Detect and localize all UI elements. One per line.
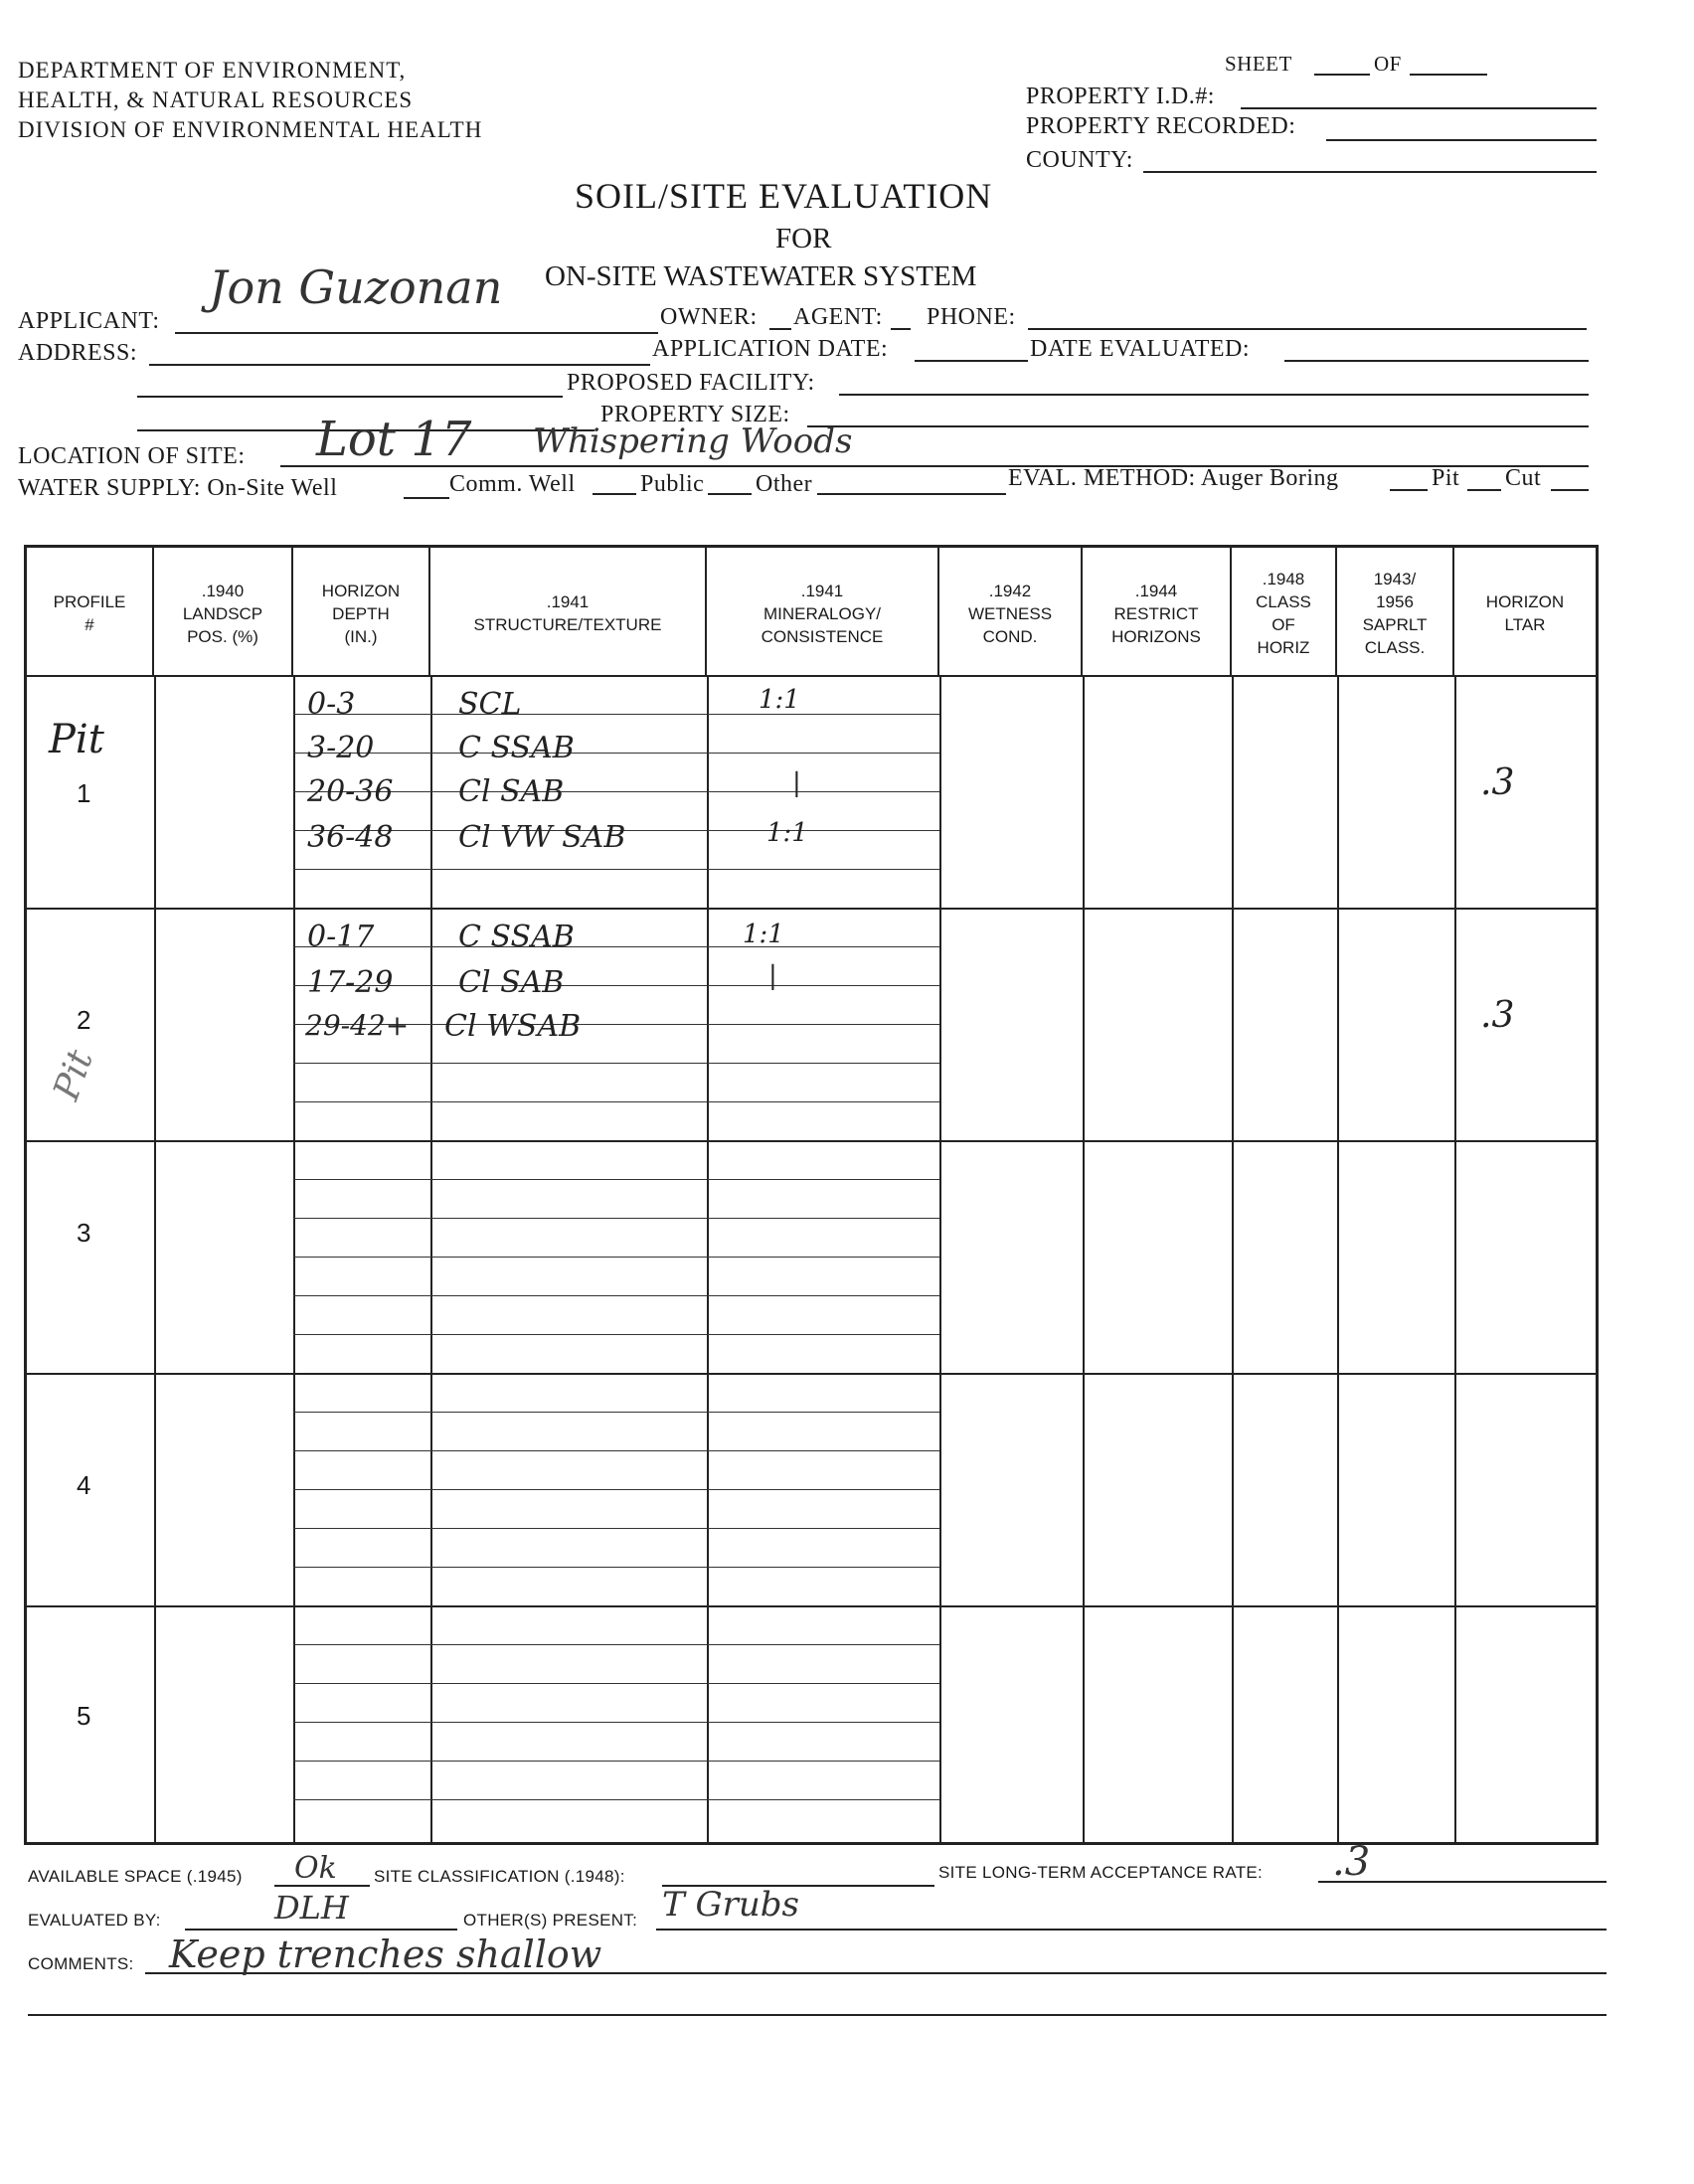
p1-mineralogy-1: 1:1 [759,685,800,715]
profile-number-2: 2 [77,1005,91,1035]
p1-depth-1: 0-3 [307,687,356,722]
profile-number-4: 4 [77,1470,91,1500]
site-classification-label: SITE CLASSIFICATION (.1948): [374,1867,625,1886]
horizon-row-rule [293,1179,939,1180]
p1-ltar: .3 [1480,762,1515,803]
column-divider [1454,675,1456,1842]
agent-label: AGENT: [793,304,883,330]
property-recorded-label: PROPERTY RECORDED: [1026,113,1296,139]
profile-separator [27,908,1596,910]
column-divider [154,675,156,1842]
header-landscape-position: .1940 LANDSCP POS. (%) [154,548,293,675]
header-saprolite-class: 1943/ 1956 SAPRLT CLASS. [1337,548,1454,675]
header-structure-texture: .1941 STRUCTURE/TEXTURE [430,548,707,675]
horizon-row-rule [293,1412,939,1413]
soil-profile-table [24,545,1599,1845]
p2-depth-2: 17-29 [307,965,394,1000]
eval-method-label: EVAL. METHOD: Auger Boring [1008,465,1339,491]
p2-texture-1: C SSAB [458,920,575,954]
location-lot-value: Lot 17 [316,412,472,467]
other-field[interactable] [817,493,1006,495]
horizon-row-rule [293,1295,939,1296]
phone-field[interactable] [1028,328,1587,330]
owner-label: OWNER: [660,304,758,330]
form-subtitle: ON-SITE WASTEWATER SYSTEM [545,260,977,292]
location-of-site-label: LOCATION OF SITE: [18,443,246,469]
column-divider [707,675,709,1842]
property-id-label: PROPERTY I.D.#: [1026,84,1215,109]
header-class-of-horizon: .1948 CLASS OF HORIZ [1232,548,1337,675]
public-label: Public [640,471,705,497]
horizon-row-rule [293,946,939,947]
county-field[interactable] [1143,171,1597,173]
horizon-row-rule [293,1218,939,1219]
comments-label: COMMENTS: [28,1954,134,1973]
profile-separator [27,1373,1596,1375]
owner-checkbox[interactable] [769,328,791,330]
p2-ltar: .3 [1480,995,1515,1036]
p2-mineralogy-2: | [768,961,777,991]
p2-texture-2: Cl SAB [458,965,565,1000]
on-site-well-field[interactable] [404,497,449,499]
address-field[interactable] [149,364,650,366]
horizon-row-rule [293,1101,939,1102]
evaluated-by-value: DLH [274,1889,349,1927]
horizon-row-rule [293,1528,939,1529]
p2-depth-3: 29-42+ [305,1009,410,1042]
horizon-row-rule [293,1761,939,1762]
property-id-field[interactable] [1241,107,1597,109]
horizon-row-rule [293,1257,939,1258]
horizon-row-rule [293,1450,939,1451]
pit-label: Pit [1432,465,1460,491]
column-divider [430,675,432,1842]
applicant-signature: Jon Guzonan [209,260,503,314]
horizon-row-rule [293,1334,939,1335]
county-label: COUNTY: [1026,147,1133,173]
header-horizon-depth: HORIZON DEPTH (IN.) [293,548,430,675]
horizon-row-rule [293,1063,939,1064]
location-subdivision-value: Whispering Woods [533,421,853,461]
horizon-row-rule [293,1722,939,1723]
division-line: DIVISION OF ENVIRONMENTAL HEALTH [18,117,483,142]
of-label: OF [1374,52,1402,76]
evaluated-by-field[interactable] [185,1929,457,1931]
application-date-label: APPLICATION DATE: [652,336,889,362]
p1-texture-2: C SSAB [458,731,575,765]
horizon-row-rule [293,714,939,715]
profile-number-1: 1 [77,778,91,808]
applicant-field[interactable] [175,332,658,334]
sheet-number-field[interactable] [1314,74,1370,76]
header-rule [27,675,1596,677]
header-horizon-ltar: HORIZON LTAR [1485,592,1565,634]
date-evaluated-field[interactable] [1284,360,1589,362]
date-evaluated-label: DATE EVALUATED: [1030,336,1251,362]
agent-checkbox[interactable] [891,328,911,330]
horizon-row-rule [293,869,939,870]
p1-depth-2: 3-20 [307,731,375,765]
profile-number-5: 5 [77,1701,91,1731]
address-label: ADDRESS: [18,340,138,366]
column-divider [293,675,295,1842]
public-field[interactable] [708,493,752,495]
p1-depth-3: 20-36 [307,774,394,809]
available-space-label: AVAILABLE SPACE (.1945) [28,1867,243,1886]
department-line-2: HEALTH, & NATURAL RESOURCES [18,87,414,112]
sheet-label: SHEET [1225,52,1292,76]
others-present-value: T Grubs [662,1885,800,1925]
p1-texture-1: SCL [458,687,522,722]
horizon-row-rule [293,1567,939,1568]
cut-field[interactable] [1551,489,1589,491]
horizon-row-rule [293,1489,939,1490]
water-supply-label: WATER SUPPLY: On-Site Well [18,475,338,501]
application-date-field[interactable] [915,360,1028,362]
available-space-value: Ok [294,1851,337,1886]
applicant-label: APPLICANT: [18,308,160,334]
horizon-row-rule [293,1644,939,1645]
profile-number-3: 3 [77,1218,91,1248]
header-profile: PROFILE # [27,548,154,675]
p1-depth-4: 36-48 [307,820,394,855]
form-title: SOIL/SITE EVALUATION [575,176,993,216]
property-recorded-field[interactable] [1326,139,1597,141]
location-of-site-field[interactable] [280,465,1589,467]
p1-mineralogy-4: 1:1 [766,818,808,848]
p1-texture-4: Cl VW SAB [458,820,626,855]
p1-texture-3: Cl SAB [458,774,565,809]
header-wetness-condition: .1942 WETNESS COND. [939,548,1083,675]
comments-value: Keep trenches shallow [169,1932,602,1976]
profile-separator [27,1605,1596,1607]
auger-boring-field[interactable] [1390,489,1428,491]
property-size-label: PROPERTY SIZE: [600,402,790,427]
others-present-field[interactable] [656,1929,1607,1931]
pit-field[interactable] [1467,489,1501,491]
profile-2-note: Pit [46,1044,101,1106]
column-divider [1232,675,1234,1842]
p2-depth-1: 0-17 [307,920,375,954]
address-field-line-2[interactable] [137,396,563,398]
sheet-total-field[interactable] [1410,74,1487,76]
proposed-facility-field[interactable] [839,394,1589,396]
comm-well-label: Comm. Well [449,471,576,497]
p2-texture-3: Cl WSAB [444,1009,582,1044]
comments-field-line-2[interactable] [28,2014,1607,2016]
site-ltar-label: SITE LONG-TERM ACCEPTANCE RATE: [938,1863,1264,1882]
horizon-row-rule [293,753,939,754]
site-ltar-value: .3 [1332,1839,1371,1885]
cut-label: Cut [1505,465,1542,491]
evaluated-by-label: EVALUATED BY: [28,1911,161,1930]
column-divider [1337,675,1339,1842]
column-divider [1083,675,1085,1842]
column-divider [939,675,941,1842]
other-label: Other [756,471,813,497]
form-title-for: FOR [775,223,832,254]
department-line-1: DEPARTMENT OF ENVIRONMENT, [18,58,407,83]
p2-mineralogy-1: 1:1 [743,920,784,949]
property-size-field[interactable] [807,425,1589,427]
header-restrict-horizons: .1944 RESTRICT HORIZONS [1083,548,1232,675]
profile-separator [27,1140,1596,1142]
horizon-row-rule [293,1799,939,1800]
proposed-facility-label: PROPOSED FACILITY: [567,370,815,396]
comm-well-field[interactable] [593,493,636,495]
profile-1-note: Pit [49,717,104,762]
horizon-row-rule [293,1683,939,1684]
others-present-label: OTHER(S) PRESENT: [463,1911,638,1930]
header-mineralogy-consistence: .1941 MINERALOGY/ CONSISTENCE [707,548,939,675]
p1-mineralogy-3: | [792,768,801,798]
phone-label: PHONE: [927,304,1016,330]
